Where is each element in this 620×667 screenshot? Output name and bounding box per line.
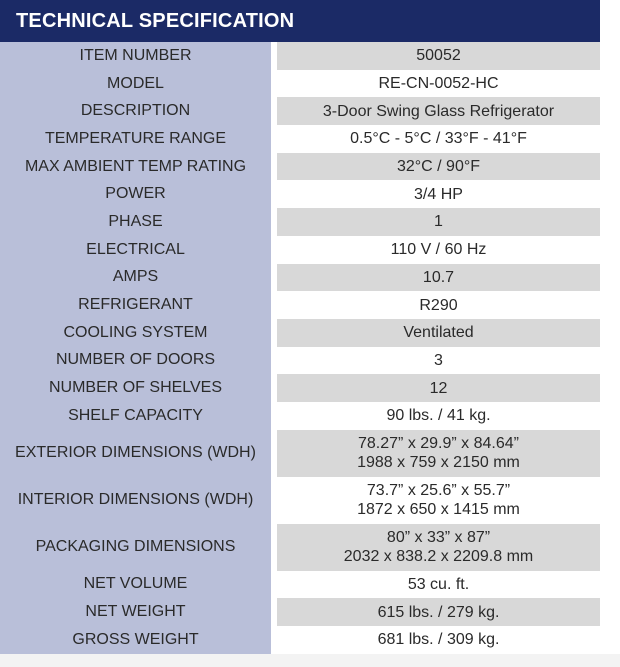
spec-row	[0, 42, 620, 70]
spec-row	[0, 402, 620, 430]
spec-value-line: 12	[429, 379, 448, 397]
spec-value	[277, 319, 600, 347]
spec-value	[277, 125, 600, 153]
spec-label: PHASE	[108, 212, 163, 230]
spec-value-line: 110 V / 60 Hz	[390, 241, 487, 259]
spec-label: REFRIGERANT	[78, 296, 193, 314]
spec-value	[277, 347, 600, 375]
spec-label: INTERIOR DIMENSIONS (WDH)	[17, 491, 254, 509]
spec-value	[277, 153, 600, 181]
spec-row	[0, 319, 620, 347]
spec-row	[0, 264, 620, 292]
spec-label: ELECTRICAL	[86, 240, 185, 258]
spec-value	[277, 374, 600, 402]
spec-label: ITEM NUMBER	[79, 46, 192, 64]
spec-label: DESCRIPTION	[80, 102, 191, 120]
spec-row	[0, 347, 620, 375]
spec-value	[277, 291, 600, 319]
spec-label: EXTERIOR DIMENSIONS (WDH)	[15, 444, 256, 462]
spec-row	[0, 70, 620, 98]
spec-row	[0, 97, 620, 125]
spec-value-line: 3/4 HP	[414, 185, 463, 203]
spec-row	[0, 125, 620, 153]
spec-table	[0, 42, 620, 654]
spec-row	[0, 477, 620, 524]
spec-value-line: 3	[434, 351, 443, 369]
spec-row	[0, 180, 620, 208]
spec-label: PACKAGING DIMENSIONS	[35, 538, 236, 556]
spec-label: GROSS WEIGHT	[72, 630, 199, 648]
spec-value-line: 615 lbs. / 279 kg.	[377, 603, 500, 621]
spec-label: AMPS	[112, 268, 159, 286]
spec-value	[277, 236, 600, 264]
spec-value-line: 90 lbs. / 41 kg.	[386, 407, 491, 425]
spec-value	[277, 571, 600, 599]
spec-label: NUMBER OF SHELVES	[48, 379, 223, 397]
spec-label: SHELF CAPACITY	[68, 406, 203, 424]
spec-row	[0, 374, 620, 402]
spec-value	[277, 524, 600, 571]
spec-label: MODEL	[107, 74, 164, 92]
spec-value-line: 73.7” x 25.6” x 55.7”	[366, 482, 511, 500]
spec-value-line: 1	[434, 213, 443, 231]
spec-value	[277, 402, 600, 430]
spec-value	[277, 626, 600, 654]
spec-row	[0, 626, 620, 654]
spec-value	[277, 208, 600, 236]
spec-row	[0, 524, 620, 571]
spec-row	[0, 598, 620, 626]
spec-row	[0, 153, 620, 181]
spec-value-line: 1988 x 759 x 2150 mm	[357, 454, 520, 472]
spec-value-line: R290	[419, 296, 458, 314]
spec-value-line: RE-CN-0052-HC	[378, 75, 499, 93]
spec-value-line: 53 cu. ft.	[407, 575, 470, 593]
spec-label: TEMPERATURE RANGE	[44, 129, 227, 147]
spec-label: NET VOLUME	[83, 575, 188, 593]
spec-value	[277, 598, 600, 626]
spec-value	[277, 97, 600, 125]
spec-row	[0, 291, 620, 319]
spec-value-line: Ventilated	[403, 324, 474, 342]
spec-value-line: 1872 x 650 x 1415 mm	[357, 501, 520, 519]
spec-row	[0, 430, 620, 477]
spec-value	[277, 42, 600, 70]
spec-title: TECHNICAL SPECIFICATION	[0, 0, 600, 42]
spec-label: POWER	[105, 185, 166, 203]
spec-value	[277, 180, 600, 208]
spec-label: NUMBER OF DOORS	[55, 351, 216, 369]
spec-value	[277, 264, 600, 292]
spec-value-line: 3-Door Swing Glass Refrigerator	[322, 102, 555, 120]
spec-value-line: 0.5°C - 5°C / 33°F - 41°F	[350, 130, 527, 148]
spec-value	[277, 477, 600, 524]
spec-row	[0, 208, 620, 236]
spec-row	[0, 571, 620, 599]
spec-value	[277, 430, 600, 477]
spec-row	[0, 236, 620, 264]
spec-label: MAX AMBIENT TEMP RATING	[24, 157, 247, 175]
spec-label: NET WEIGHT	[85, 603, 186, 621]
spec-value-line: 32°C / 90°F	[396, 158, 481, 176]
spec-value-line: 2032 x 838.2 x 2209.8 mm	[343, 548, 534, 566]
spec-value	[277, 70, 600, 98]
bottom-band	[0, 654, 620, 667]
spec-label: COOLING SYSTEM	[63, 323, 208, 341]
spec-value-line: 78.27” x 29.9” x 84.64”	[358, 435, 519, 453]
spec-value-line: 80” x 33” x 87”	[386, 529, 491, 547]
spec-value-line: 50052	[416, 47, 461, 65]
spec-value-line: 10.7	[422, 268, 455, 286]
spec-value-line: 681 lbs. / 309 kg.	[377, 631, 500, 649]
